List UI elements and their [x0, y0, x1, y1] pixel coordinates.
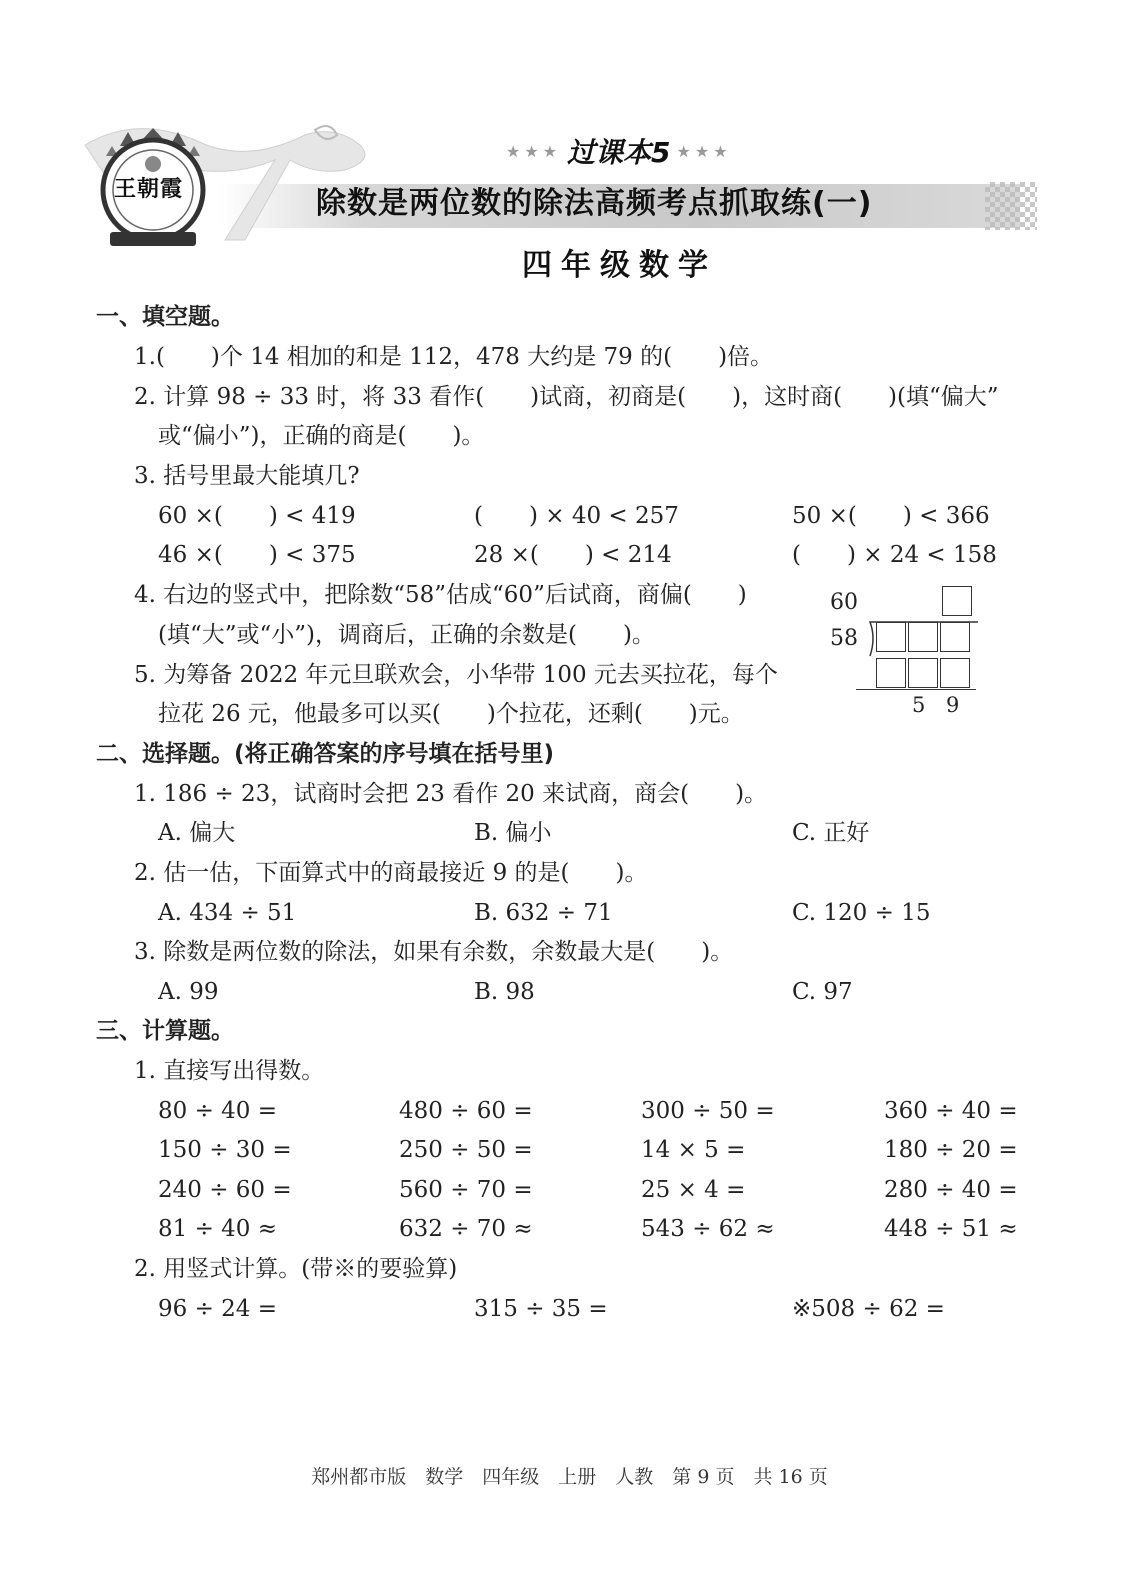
logo-text: 王朝霞 — [114, 177, 184, 202]
question-2-1: 1. 186 ÷ 23，试商时会把 23 看作 20 来试商，商会( )。 — [134, 781, 768, 807]
inequality-item: ( ) × 24 < 158 — [792, 542, 997, 568]
remainder-digit: 5 — [912, 693, 926, 717]
calc-item: 80 ÷ 40 = — [158, 1098, 278, 1124]
calc-item: 150 ÷ 30 = — [158, 1137, 292, 1163]
option-c[interactable]: C. 97 — [792, 979, 853, 1005]
option-c[interactable]: C. 正好 — [792, 820, 870, 846]
question-1-4-line1: 4. 右边的竖式中，把除数“58”估成“60”后试商，商偏( ) — [134, 582, 747, 608]
dividend-box[interactable] — [940, 622, 970, 652]
product-box[interactable] — [876, 658, 906, 688]
vertical-calc-item: 315 ÷ 35 = — [474, 1296, 608, 1322]
option-b[interactable]: B. 632 ÷ 71 — [474, 900, 613, 926]
option-a[interactable]: A. 434 ÷ 51 — [158, 900, 297, 926]
calc-item: 81 ÷ 40 ≈ — [158, 1216, 278, 1242]
calc-item: 300 ÷ 50 = — [641, 1098, 775, 1124]
page-footer: 郑州都市版 数学 四年级 上册 人教 第 9 页 共 16 页 — [311, 1466, 828, 1488]
divisor-estimate: 60 — [830, 590, 858, 615]
subject-title: 四年级数学 — [522, 248, 717, 283]
quotient-box[interactable] — [942, 586, 972, 616]
inequality-item: 28 ×( ) < 214 — [474, 542, 672, 568]
question-1-5-line2: 拉花 26 元，他最多可以买( )个拉花，还剩( )元。 — [158, 701, 744, 727]
inequality-item: ( ) × 40 < 257 — [474, 503, 679, 529]
calc-item: 280 ÷ 40 = — [884, 1177, 1018, 1203]
option-a[interactable]: A. 99 — [158, 979, 219, 1005]
dividend-box[interactable] — [908, 622, 938, 652]
calc-item: 560 ÷ 70 = — [399, 1177, 533, 1203]
question-1-2-line1: 2. 计算 98 ÷ 33 时，将 33 看作( )试商，初商是( )，这时商( )(填“偏大” — [134, 384, 999, 410]
section-3-title: 三、计算题。 — [96, 1018, 234, 1044]
page-title: 除数是两位数的除法高频考点抓取练(一) — [316, 186, 873, 221]
option-b[interactable]: B. 偏小 — [474, 820, 552, 846]
calc-item: 25 × 4 = — [641, 1177, 746, 1203]
logo — [98, 128, 208, 256]
stars-left-icon: ★★★ — [506, 141, 562, 161]
calc-item: 240 ÷ 60 = — [158, 1177, 292, 1203]
long-division-diagram — [826, 582, 986, 722]
calc-item: 14 × 5 = — [641, 1137, 746, 1163]
series-title — [506, 134, 732, 168]
calc-item: 250 ÷ 50 = — [399, 1137, 533, 1163]
question-3-1: 1. 直接写出得数。 — [134, 1058, 325, 1084]
question-1-4-line2: (填“大”或“小”)，调商后，正确的余数是( )。 — [158, 622, 655, 648]
stars-right-icon: ★★★ — [676, 141, 732, 161]
product-box[interactable] — [908, 658, 938, 688]
banner-checker-decoration — [985, 182, 1037, 230]
vertical-calc-item: ※508 ÷ 62 = — [792, 1296, 945, 1322]
option-c[interactable]: C. 120 ÷ 15 — [792, 900, 931, 926]
series-label: 过课本5 — [567, 136, 671, 169]
question-1-3: 3. 括号里最大能填几? — [134, 463, 360, 489]
inequality-item: 50 ×( ) < 366 — [792, 503, 990, 529]
inequality-item: 46 ×( ) < 375 — [158, 542, 356, 568]
calc-item: 448 ÷ 51 ≈ — [884, 1216, 1018, 1242]
product-box[interactable] — [940, 658, 970, 688]
question-2-2: 2. 估一估，下面算式中的商最接近 9 的是( )。 — [134, 860, 648, 886]
question-1-1: 1.( )个 14 相加的和是 112，478 大约是 79 的( )倍。 — [134, 344, 774, 370]
question-2-3: 3. 除数是两位数的除法，如果有余数，余数最大是( )。 — [134, 939, 734, 965]
inequality-item: 60 ×( ) < 419 — [158, 503, 356, 529]
divisor: 58 — [830, 626, 858, 651]
section-2-title: 二、选择题。(将正确答案的序号填在括号里) — [96, 741, 555, 767]
question-1-5-line1: 5. 为筹备 2022 年元旦联欢会，小华带 100 元去买拉花，每个 — [134, 662, 778, 688]
calc-item: 180 ÷ 20 = — [884, 1137, 1018, 1163]
vertical-calc-item: 96 ÷ 24 = — [158, 1296, 278, 1322]
question-1-2-line2: 或“偏小”)，正确的商是( )。 — [158, 423, 485, 449]
calc-item: 632 ÷ 70 ≈ — [399, 1216, 533, 1242]
question-3-2: 2. 用竖式计算。(带※的要验算) — [134, 1256, 458, 1282]
calc-item: 543 ÷ 62 ≈ — [641, 1216, 775, 1242]
dividend-box[interactable] — [876, 622, 906, 652]
calc-item: 360 ÷ 40 = — [884, 1098, 1018, 1124]
calc-item: 480 ÷ 60 = — [399, 1098, 533, 1124]
option-b[interactable]: B. 98 — [474, 979, 535, 1005]
option-a[interactable]: A. 偏大 — [158, 820, 236, 846]
section-1-title: 一、填空题。 — [96, 304, 234, 330]
remainder-digit: 9 — [946, 693, 960, 717]
